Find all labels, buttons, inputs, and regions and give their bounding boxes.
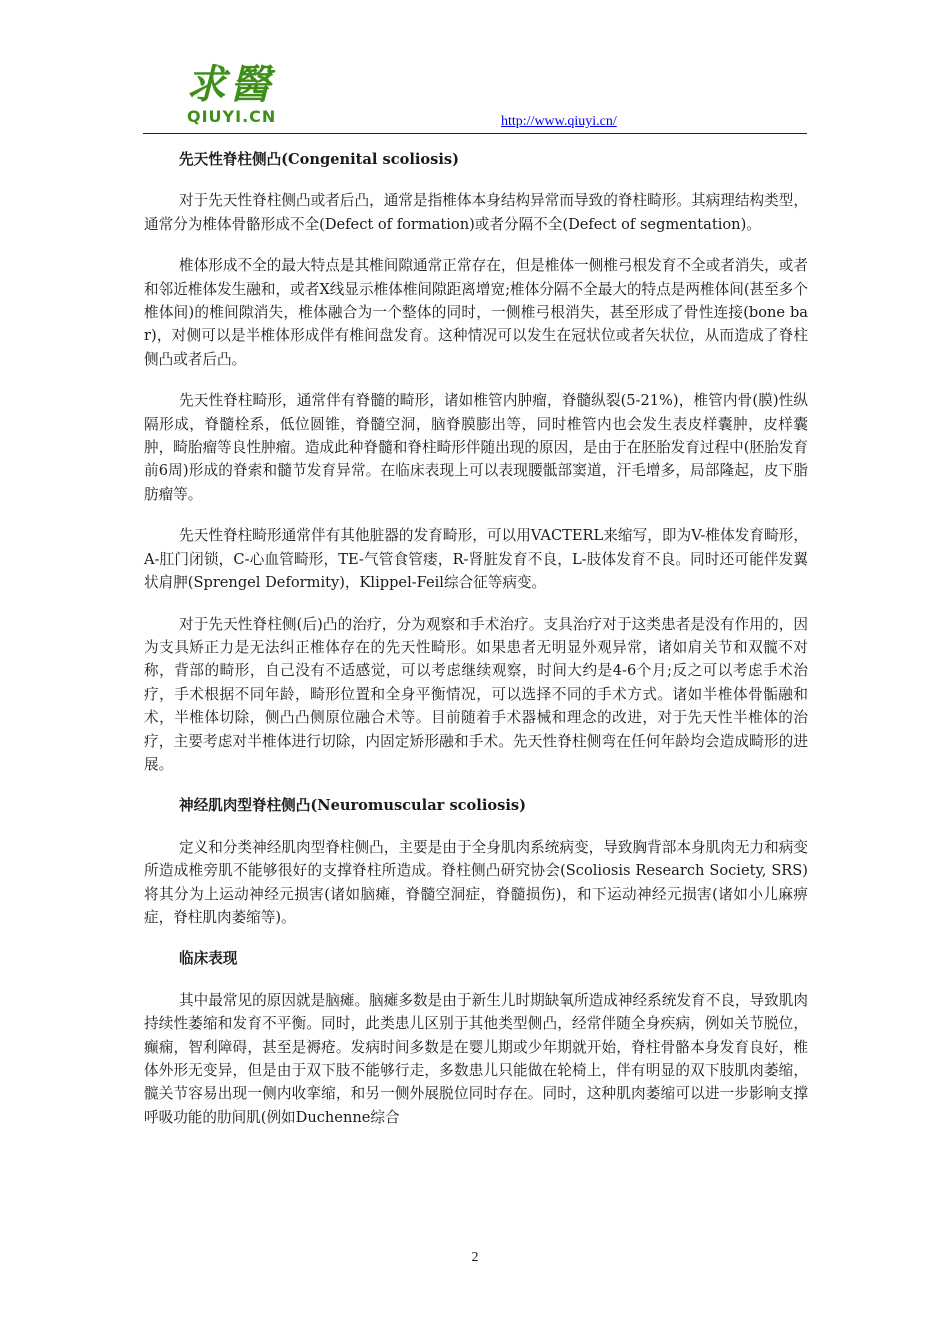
header-url-link[interactable]: http://www.qiuyi.cn/: [501, 114, 617, 129]
paragraph: 其中最常见的原因就是脑瘫。脑瘫多数是由于新生儿时期缺氧所造成神经系统发育不良，导致肌肉持续性萎缩和发育不平衡。同时，此类患儿区别于其他类型侧凸，经常伴随全身疾病，例如关节脱位，癫痫，智利障碍，甚至是褥疮。发病时间多数是在婴儿期或少年期就开始，脊柱骨骼本身发育良好，椎体外形无变异，但是由于双下肢不能够行走，多数患儿只能做在轮椅上，伴有明显的双下肢肌肉萎缩，髋关节容易出现一侧内收挛缩，和另一侧外展脱位同时存在。同时，这种肌肉萎缩可以进一步影响支撑呼吸功能的肋间肌(例如Duchenne综合: [144, 991, 808, 1126]
page-number: 2: [471, 1250, 479, 1265]
paragraph: 对于先天性脊柱侧(后)凸的治疗，分为观察和手术治疗。支具治疗对于这类患者是没有作用的，因为支具矫正力是无法纠正椎体存在的先天性畸形。如果患者无明显外观异常，诸如肩关节和双髋不对称，背部的畸形，自己没有不适感觉，可以考虑继续观察，时间大约是4-6个月;反之可以考虑手术治疗，手术根据不同年龄，畸形位置和全身平衡情况，可以选择不同的手术方式。诸如半椎体骨骺融和术，半椎体切除，侧凸凸侧原位融合术等。目前随着手术器械和理念的改进，对于先天性半椎体的治疗，主要考虑对半椎体进行切除，内固定矫形融和手术。先天性脊柱侧弯在任何年龄均会造成畸形的进展。: [144, 615, 808, 773]
paragraph: 先天性脊柱畸形通常伴有其他脏器的发育畸形，可以用VACTERL来缩写，即为V-椎体发育畸形，A-肛门闭锁，C-心血管畸形，TE-气管食管瘘，R-肾脏发育不良，L-肢体发育不良。同时还可能伴发翼状肩胛(Sprengel Deformity)，Klippel-Feil综合征等病变。: [144, 527, 808, 592]
logo-english-text: QIUYI.CN: [187, 107, 277, 126]
section-heading-clinical: 临床表现: [179, 950, 238, 968]
paragraph: 定义和分类神经肌肉型脊柱侧凸，主要是由于全身肌肉系统病变，导致胸背部本身肌肉无力和病变所造成椎旁肌不能够很好的支撑脊柱所造成。脊柱侧凸研究协会(Scoliosis Research Society, SRS)将其分为上运动神经元损害(诸如脑瘫，脊髓空洞症，脊髓损伤)，和下运动神经元损害(诸如小儿麻痹症，脊柱肌肉萎缩等)。: [144, 838, 808, 926]
paragraph: 椎体形成不全的最大特点是其椎间隙通常正常存在，但是椎体一侧椎弓根发育不全或者消失，或者和邻近椎体发生融和，或者X线显示椎体椎间隙距离增宽;椎体分隔不全最大的特点是两椎体间(甚至多个椎体间)的椎间隙消失，椎体融合为一个整体的同时，一侧椎弓根消失，甚至形成了骨性连接(bone bar)，对侧可以是半椎体形成伴有椎间盘发育。这种情况可以发生在冠状位或者矢状位，从而造成了脊柱侧凸或者后凸。: [144, 257, 808, 368]
section-heading-neuromuscular: 神经肌肉型脊柱侧凸(Neuromuscular scoliosis): [179, 797, 526, 815]
logo-chinese-text: 求醫: [186, 61, 274, 108]
header-divider: [143, 133, 807, 134]
paragraph: 对于先天性脊柱侧凸或者后凸，通常是指椎体本身结构异常而导致的脊柱畸形。其病理结构类型，通常分为椎体骨骼形成不全(Defect of formation)或者分隔不全(Defect of segmentation)。: [144, 192, 808, 233]
section-heading-congenital: 先天性脊柱侧凸(Congenital scoliosis): [179, 151, 460, 168]
paragraph: 先天性脊柱畸形，通常伴有脊髓的畸形，诸如椎管内肿瘤，脊髓纵裂(5-21%)，椎管内骨(膜)性纵隔形成，脊髓栓系，低位圆锥，脊髓空洞，脑脊膜膨出等，同时椎管内也会发生表皮样囊肿，皮样囊肿，畸胎瘤等良性肿瘤。造成此种脊髓和脊柱畸形伴随出现的原因，是由于在胚胎发育过程中(胚胎发育前6周)形成的脊索和髓节发育异常。在临床表现上可以表现腰骶部窦道，汗毛增多，局部隆起，皮下脂肪瘤等。: [144, 392, 808, 503]
qiuyi-logo[interactable]: [186, 62, 278, 132]
document-body: [144, 148, 808, 1147]
